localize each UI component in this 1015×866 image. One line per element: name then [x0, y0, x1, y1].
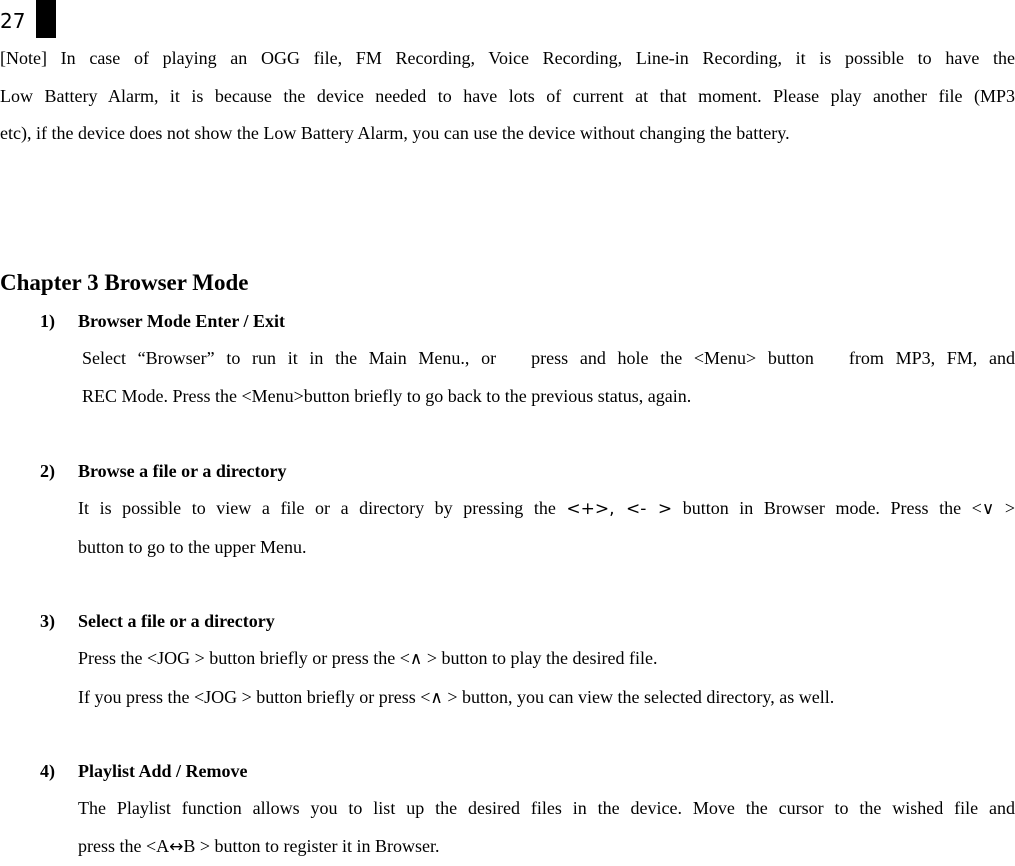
- section-body-browse-file-directory: [78, 489, 1015, 566]
- note-line: [Note] In case of playing an OGG file, FM Recording, Voice Recording, Line-in Recording, it is possible to have the: [0, 48, 1015, 68]
- section-title: Select a file or a directory: [78, 611, 275, 631]
- up-key-symbol: ∧: [430, 688, 443, 708]
- section-heading-browse-file-directory: [40, 458, 286, 484]
- section-heading-select-file-directory: [40, 608, 275, 634]
- text-run: Press the <JOG > button briefly or press the <: [78, 648, 410, 668]
- text-run: press the <A: [78, 836, 170, 856]
- section-number: 2): [40, 461, 55, 481]
- note-line: etc), if the device does not show the Low Battery Alarm, you can use the device without changing the battery.: [0, 123, 790, 143]
- section-title: Browse a file or a directory: [78, 461, 287, 481]
- down-key-symbol: ∨: [981, 499, 995, 519]
- ab-repeat-key-symbol: ↔: [169, 837, 184, 857]
- section-number: 1): [40, 311, 55, 331]
- page-number-bar: [36, 0, 56, 38]
- section-line: button to go to the upper Menu.: [78, 537, 307, 557]
- text-run: button in Browser mode. Press the <: [672, 498, 982, 518]
- section-title: Browser Mode Enter / Exit: [78, 311, 285, 331]
- note-line: Low Battery Alarm, it is because the device needed to have lots of current at that moment. Please play another file (MP3: [0, 85, 1015, 106]
- section-line: REC Mode. Press the <Menu>button briefly to go back to the previous status, again.: [82, 386, 692, 406]
- text-run: > button to play the desired file.: [422, 648, 658, 668]
- section-line: [78, 639, 1015, 678]
- section-title: Playlist Add / Remove: [78, 761, 248, 781]
- text-run: > button, you can view the selected directory, as well.: [442, 687, 835, 707]
- section-heading-playlist-add-remove: [40, 758, 248, 784]
- battery-note: [0, 40, 1015, 153]
- section-line: The Playlist function allows you to list up the desired files in the device. Move the cursor to the wished file and: [78, 798, 1015, 818]
- page-number: 27: [0, 9, 26, 33]
- section-number: 3): [40, 611, 55, 631]
- chapter-title: Chapter 3 Browser Mode: [0, 270, 249, 295]
- key-plus-minus: <+>, <- >: [566, 499, 673, 519]
- text-run: If you press the <JOG > button briefly or press <: [78, 687, 431, 707]
- text-run: >: [994, 498, 1015, 518]
- up-key-symbol: ∧: [409, 649, 423, 669]
- text-run: It is possible to view a file or a directory by pressing the: [78, 498, 567, 518]
- section-number: 4): [40, 761, 55, 781]
- section-body-select-file-directory: [78, 639, 1015, 717]
- section-heading-browser-mode-enter-exit: [40, 308, 285, 334]
- section-line: [78, 827, 1015, 866]
- section-line: [78, 678, 1015, 717]
- section-body-playlist-add-remove: [78, 789, 1015, 866]
- section-body-browser-mode-enter-exit: [82, 339, 1015, 415]
- section-line: Select “Browser” to run it in the Main Menu., or press and hole the <Menu> button from MP3, FM, and: [82, 348, 1015, 368]
- section-line: [78, 489, 1015, 528]
- text-run: B > button to register it in Browser.: [183, 836, 440, 856]
